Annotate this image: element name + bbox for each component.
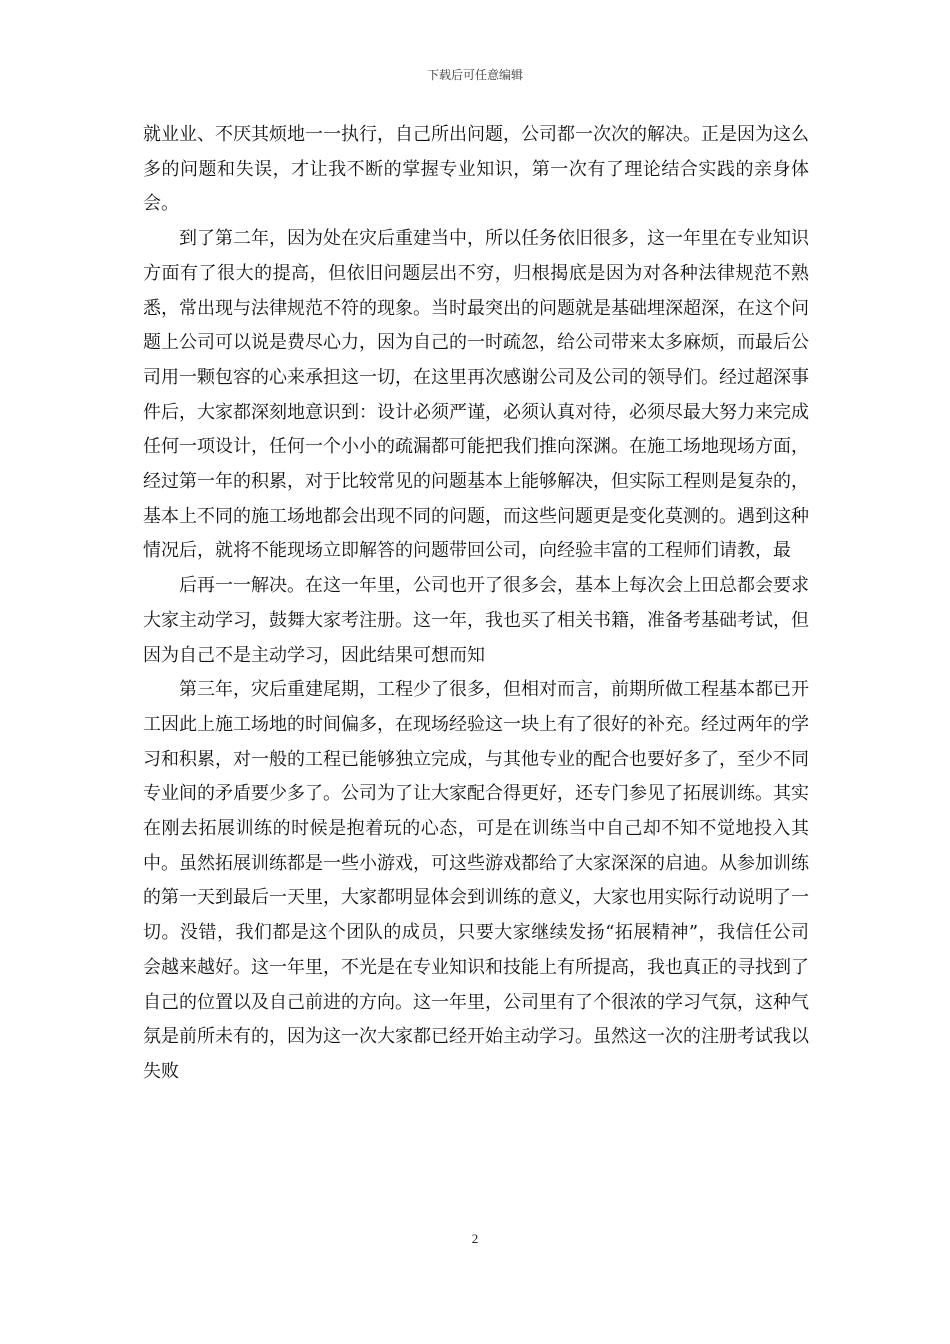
paragraph-third-year: 第三年，灾后重建尾期，工程少了很多，但相对而言，前期所做工程基本都已开工因此上施工场地的时间偏多，在现场经验这一块上有了很好的补充。经过两年的学习和积累，对一般的工程已能够独立完成，与其他专业的配合也要好多了，至少不同专业间的矛盾要少多了。公司为了让大家配合得更好，还专门参见了拓展训练。其实在刚去拓展训练的时候是抱着玩的心态，可是在训练当中自己却不知不觉地投入其中。虽然拓展训练都是一些小游戏，可这些游戏都给了大家深深的启迪。从参加训练的第一天到最后一天里，大家都明显体会到训练的意义，大家也用实际行动说明了一切。没错，我们都是这个团队的成员，只要大家继续发扬“拓展精神”，我信任公司会越来越好。这一年里，不光是在专业知识和技能上有所提高，我也真正的寻找到了自己的位置以及自己前进的方向。这一年里，公司里有了个很浓的学习气氛，这种气氛是前所未有的，因为这一次大家都已经开始主动学习。虽然这一次的注册考试我以失败 bbox=[143, 679, 809, 1082]
paragraph-second-year-cont: 后再一一解决。在这一年里，公司也开了很多会，基本上每次会上田总都会要求大家主动学习，鼓舞大家考注册。这一年，我也买了相关书籍，准备考基础考试，但因为自己不是主动学习，因此结果可想而知 bbox=[143, 575, 809, 666]
paragraph-second-year: 到了第二年，因为处在灾后重建当中，所以任务依旧很多，这一年里在专业知识方面有了很大的提高，但依旧问题层出不穷，归根揭底是因为对各种法律规范不熟悉，常出现与法律规范不符的现象。当时最突出的问题就是基础埋深超深，在这个问题上公司可以说是费尽心力，因为自己的一时疏忽，给公司带来太多麻烦，而最后公司用一颗包容的心来承担这一切，在这里再次感谢公司及公司的领导们。经过超深事件后，大家都深刻地意识到：设计必须严谨，必须认真对待，必须尽最大努力来完成任何一项设计，任何一个小小的疏漏都可能把我们推向深渊。在施工场地现场方面，经过第一年的积累，对于比较常见的问题基本上能够解决，但实际工程则是复杂的，基本上不同的施工场地都会出现不同的问题，而这些问题更是变化莫测的。遇到这种情况后，就将不能现场立即解答的问题带回公司，向经验丰富的工程师们请教，最 bbox=[143, 228, 809, 562]
body-text bbox=[143, 118, 809, 1090]
page-number: 2 bbox=[471, 1231, 479, 1246]
header-note: 下载后可任意编辑 bbox=[426, 68, 523, 82]
paragraph-continuation: 就业业、不厌其烦地一一执行，自己所出问题，公司都一次次的解决。正是因为这么多的问题和失误，才让我不断的掌握专业知识，第一次有了理论结合实践的亲身体会。 bbox=[143, 124, 809, 215]
